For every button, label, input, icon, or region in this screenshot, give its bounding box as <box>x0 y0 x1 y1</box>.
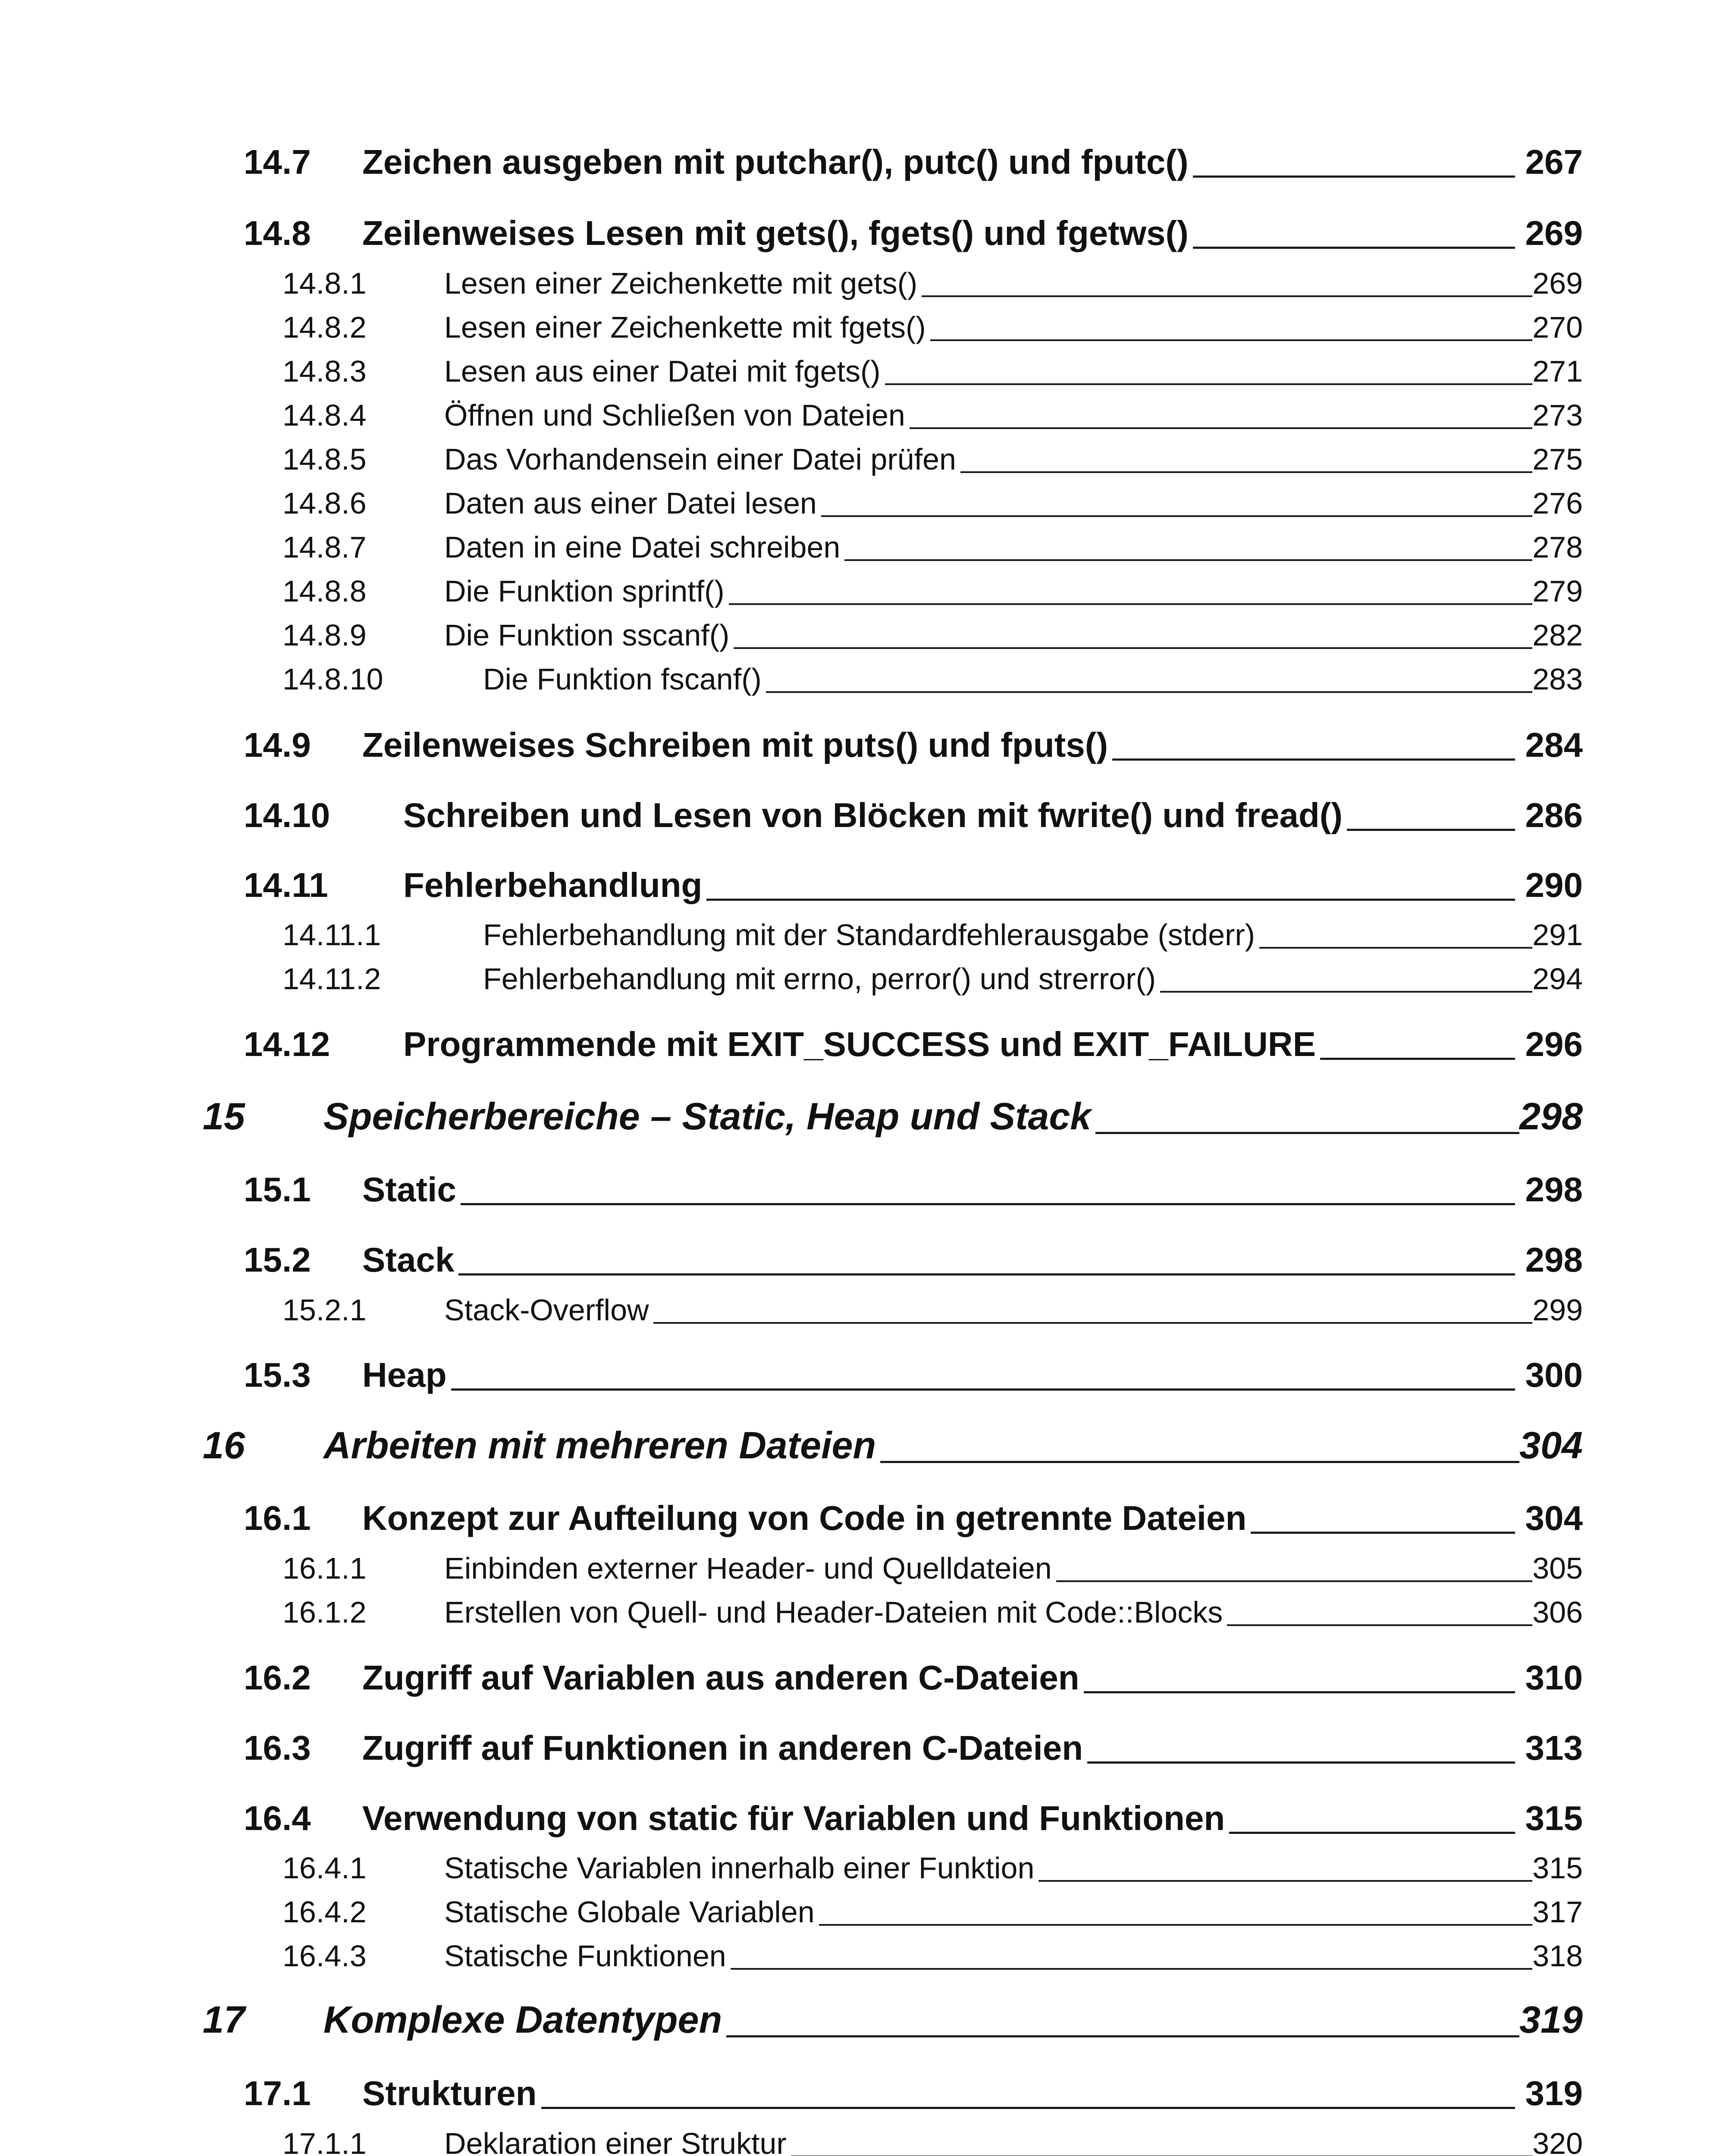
toc-entry-title: Programmende mit EXIT_SUCCESS und EXIT_FAILURE <box>403 1025 1316 1063</box>
toc-entry-title: Die Funktion fscanf() <box>483 662 762 696</box>
toc-entry-section[interactable] <box>244 796 1583 835</box>
toc-leader-line <box>451 1388 1515 1391</box>
toc-entry-number: 16.4.3 <box>282 1939 367 1973</box>
toc-entry-number: 15.3 <box>244 1356 311 1394</box>
toc-leader-line <box>1087 1761 1515 1764</box>
toc-entry-title: Die Funktion sprintf() <box>444 574 725 608</box>
toc-entry-subsection[interactable] <box>282 1939 1583 1973</box>
toc-entry-chapter[interactable] <box>203 1998 1583 2042</box>
toc-leader-line <box>729 603 1533 605</box>
toc-entry-page: 276 <box>1532 486 1583 520</box>
toc-leader-line <box>1193 247 1515 249</box>
toc-entry-number: 17.1 <box>244 2074 311 2112</box>
toc-leader-line <box>821 515 1532 517</box>
toc-entry-title: Lesen aus einer Datei mit fgets() <box>444 354 881 388</box>
toc-entry-number: 14.8.9 <box>282 618 367 652</box>
toc-entry-page: 313 <box>1525 1729 1583 1767</box>
toc-entry-title: Zeichen ausgeben mit putchar(), putc() und fputc() <box>362 143 1189 181</box>
toc-entry-title: Öffnen und Schließen von Dateien <box>444 398 905 432</box>
toc-entry-chapter[interactable] <box>203 1423 1583 1467</box>
toc-entry-page: 319 <box>1519 1998 1583 2041</box>
toc-leader-line <box>461 1203 1515 1205</box>
toc-entry-page: 320 <box>1532 2127 1583 2156</box>
toc-entry-page: 304 <box>1525 1499 1583 1537</box>
toc-entry-number: 14.8.4 <box>282 398 367 432</box>
toc-entry-number: 15.2 <box>244 1241 311 1279</box>
toc-entry-number: 15 <box>203 1095 245 1138</box>
toc-leader-line <box>922 295 1532 297</box>
toc-leader-line <box>844 559 1532 561</box>
toc-entry-section[interactable] <box>244 1240 1583 1280</box>
toc-entry-subsection[interactable] <box>282 1595 1583 1630</box>
toc-entry-number: 16.2 <box>244 1658 311 1697</box>
toc-entry-section[interactable] <box>244 725 1583 765</box>
toc-leader-line <box>1229 1832 1515 1834</box>
toc-entry-number: 14.11.2 <box>282 962 381 996</box>
toc-entry-title: Statische Funktionen <box>444 1939 726 1973</box>
toc-entry-section[interactable] <box>244 1170 1583 1210</box>
toc-entry-title: Verwendung von static für Variablen und Funktionen <box>362 1799 1225 1837</box>
toc-entry-title: Lesen einer Zeichenkette mit gets() <box>444 266 918 300</box>
toc-entry-page: 275 <box>1532 442 1583 476</box>
toc-entry-subsection[interactable] <box>282 442 1583 476</box>
toc-entry-section[interactable] <box>244 142 1583 182</box>
toc-entry-subsection[interactable] <box>282 486 1583 520</box>
toc-entry-title: Stack-Overflow <box>444 1293 649 1327</box>
toc-entry-title: Stack <box>362 1241 455 1279</box>
toc-leader-line <box>541 2107 1515 2109</box>
toc-entry-number: 14.8.5 <box>282 442 367 476</box>
toc-entry-page: 267 <box>1525 143 1583 181</box>
toc-entry-title: Daten in eine Datei schreiben <box>444 530 841 564</box>
toc-entry-number: 14.8.2 <box>282 310 367 344</box>
toc-entry-number: 16.3 <box>244 1729 311 1767</box>
toc-entry-page: 282 <box>1532 618 1583 652</box>
toc-entry-title: Einbinden externer Header- und Quelldateien <box>444 1551 1052 1585</box>
toc-entry-title: Fehlerbehandlung mit der Standardfehlerausgabe (stderr) <box>483 918 1255 952</box>
toc-entry-page: 286 <box>1525 796 1583 834</box>
toc-entry-page: 270 <box>1532 310 1583 344</box>
toc-entry-subsection[interactable] <box>282 574 1583 608</box>
toc-entry-title: Erstellen von Quell- und Header-Dateien mit Code::Blocks <box>444 1595 1223 1629</box>
toc-entry-page: 298 <box>1525 1241 1583 1279</box>
toc-entry-page: 315 <box>1532 1851 1583 1885</box>
toc-entry-page: 315 <box>1525 1799 1583 1837</box>
toc-leader-line <box>1084 1691 1515 1693</box>
toc-entry-section[interactable] <box>244 1355 1583 1395</box>
toc-entry-subsection[interactable] <box>282 266 1583 301</box>
toc-entry-page: 318 <box>1532 1939 1583 1973</box>
toc-entry-subsection[interactable] <box>282 310 1583 345</box>
toc-leader-line <box>1227 1624 1532 1626</box>
toc-leader-line <box>1160 991 1532 993</box>
toc-leader-line <box>880 1461 1519 1463</box>
toc-entry-section[interactable] <box>244 865 1583 905</box>
toc-entry-title: Konzept zur Aufteilung von Code in getrennte Dateien <box>362 1499 1247 1537</box>
toc-entry-title: Zeilenweises Schreiben mit puts() und fputs() <box>362 726 1108 764</box>
toc-entry-section[interactable] <box>244 213 1583 253</box>
toc-entry-title: Schreiben und Lesen von Blöcken mit fwrite() und fread() <box>403 796 1343 834</box>
toc-entry-title: Komplexe Datentypen <box>323 1998 722 2041</box>
toc-entry-number: 16.1.2 <box>282 1595 367 1629</box>
toc-entry-number: 17.1.1 <box>282 2127 367 2156</box>
toc-entry-page: 310 <box>1525 1658 1583 1697</box>
toc-entry-subsection[interactable] <box>282 398 1583 432</box>
toc-leader-line <box>1347 829 1515 831</box>
toc-entry-section[interactable] <box>244 1025 1583 1064</box>
toc-entry-title: Das Vorhandensein einer Datei prüfen <box>444 442 956 476</box>
toc-leader-line <box>930 339 1533 341</box>
toc-entry-number: 16.4 <box>244 1799 311 1837</box>
toc-entry-title: Fehlerbehandlung <box>403 866 703 904</box>
toc-leader-line <box>910 427 1532 429</box>
toc-entry-title: Speicherbereiche – Static, Heap und Stack <box>323 1095 1092 1138</box>
toc-entry-page: 271 <box>1532 354 1583 388</box>
toc-entry-number: 14.9 <box>244 726 311 764</box>
toc-entry-subsection[interactable] <box>282 962 1583 996</box>
toc-entry-number: 16 <box>203 1424 245 1467</box>
toc-leader-line <box>885 383 1533 385</box>
toc-leader-line <box>766 691 1532 693</box>
toc-entry-page: 278 <box>1532 530 1583 564</box>
toc-entry-title: Die Funktion sscanf() <box>444 618 730 652</box>
toc-entry-title: Arbeiten mit mehreren Dateien <box>323 1424 876 1467</box>
toc-entry-number: 14.10 <box>244 796 330 834</box>
toc-entry-title: Daten aus einer Datei lesen <box>444 486 817 520</box>
toc-leader-line <box>819 1924 1533 1926</box>
toc-leader-line <box>1251 1532 1515 1534</box>
toc-entry-section[interactable] <box>244 1728 1583 1768</box>
toc-leader-line <box>1039 1880 1532 1882</box>
toc-entry-page: 290 <box>1525 866 1583 904</box>
toc-entry-page: 269 <box>1525 214 1583 252</box>
toc-entry-title: Zugriff auf Variablen aus anderen C-Dateien <box>362 1658 1079 1697</box>
toc-leader-line <box>1259 947 1532 949</box>
toc-entry-page: 296 <box>1525 1025 1583 1063</box>
toc-entry-page: 273 <box>1532 398 1583 432</box>
toc-entry-subsection[interactable] <box>282 2126 1583 2156</box>
toc-entry-number: 14.8.1 <box>282 266 367 300</box>
toc-entry-number: 14.7 <box>244 143 311 181</box>
toc-entry-subsection[interactable] <box>282 1851 1583 1885</box>
toc-entry-title: Lesen einer Zeichenkette mit fgets() <box>444 310 926 344</box>
toc-entry-number: 14.12 <box>244 1025 330 1063</box>
toc-entry-number: 16.4.1 <box>282 1851 367 1885</box>
toc-entry-page: 291 <box>1532 918 1583 952</box>
toc-entry-section[interactable] <box>244 1799 1583 1838</box>
toc-entry-title: Strukturen <box>362 2074 537 2112</box>
toc-entry-title: Heap <box>362 1356 447 1394</box>
toc-entry-page: 304 <box>1519 1424 1583 1467</box>
toc-entry-subsection[interactable] <box>282 1551 1583 1586</box>
toc-entry-subsection[interactable] <box>282 662 1583 696</box>
toc-entry-page: 299 <box>1532 1293 1583 1327</box>
toc-entry-title: Static <box>362 1170 456 1209</box>
toc-entry-title: Deklaration einer Struktur <box>444 2127 787 2156</box>
toc-entry-title: Statische Globale Variablen <box>444 1895 815 1929</box>
toc-entry-title: Zugriff auf Funktionen in anderen C-Dateien <box>362 1729 1083 1767</box>
toc-entry-number: 14.8.10 <box>282 662 383 696</box>
toc-entry-section[interactable] <box>244 2074 1583 2113</box>
toc-entry-number: 16.4.2 <box>282 1895 367 1929</box>
toc-entry-number: 17 <box>203 1998 245 2041</box>
toc-leader-line <box>726 2035 1519 2037</box>
toc-entry-subsection[interactable] <box>282 354 1583 389</box>
toc-entry-page: 317 <box>1532 1895 1583 1929</box>
toc-entry-chapter[interactable] <box>203 1094 1583 1138</box>
toc-leader-line <box>1095 1132 1519 1134</box>
toc-leader-line <box>706 899 1515 901</box>
toc-leader-line <box>1320 1058 1515 1060</box>
toc-leader-line <box>960 471 1532 473</box>
toc-entry-subsection[interactable] <box>282 530 1583 564</box>
toc-entry-number: 14.8.3 <box>282 354 367 388</box>
toc-entry-page: 300 <box>1525 1356 1583 1394</box>
toc-leader-line <box>1193 175 1515 178</box>
toc-entry-subsection[interactable] <box>282 918 1583 952</box>
toc-leader-line <box>1056 1580 1532 1582</box>
toc-entry-page: 298 <box>1519 1095 1583 1138</box>
toc-leader-line <box>653 1322 1533 1324</box>
toc-entry-title: Statische Variablen innerhalb einer Funktion <box>444 1851 1035 1885</box>
toc-entry-section[interactable] <box>244 1498 1583 1538</box>
toc-entry-title: Fehlerbehandlung mit errno, perror() und strerror() <box>483 962 1156 996</box>
toc-entry-page: 279 <box>1532 574 1583 608</box>
toc-entry-page: 283 <box>1532 662 1583 696</box>
toc-entry-page: 284 <box>1525 726 1583 764</box>
toc-entry-page: 319 <box>1525 2074 1583 2112</box>
toc-entry-number: 14.8.7 <box>282 530 367 564</box>
toc-entry-page: 306 <box>1532 1595 1583 1629</box>
toc-entry-page: 294 <box>1532 962 1583 996</box>
toc-leader-line <box>1112 758 1515 761</box>
toc-entry-number: 14.8.6 <box>282 486 367 520</box>
toc-entry-number: 14.11.1 <box>282 918 381 952</box>
toc-entry-number: 15.2.1 <box>282 1293 367 1327</box>
toc-leader-line <box>731 1968 1532 1970</box>
toc-entry-number: 14.11 <box>244 866 328 904</box>
toc-entry-subsection[interactable] <box>282 1293 1583 1327</box>
toc-entry-page: 305 <box>1532 1551 1583 1585</box>
toc-entry-number: 14.8 <box>244 214 311 252</box>
toc-entry-subsection[interactable] <box>282 1895 1583 1929</box>
toc-entry-number: 14.8.8 <box>282 574 367 608</box>
toc-leader-line <box>734 647 1532 649</box>
toc-entry-number: 16.1 <box>244 1499 311 1537</box>
toc-entry-section[interactable] <box>244 1658 1583 1698</box>
toc-entry-page: 298 <box>1525 1170 1583 1209</box>
toc-entry-title: Zeilenweises Lesen mit gets(), fgets() und fgetws() <box>362 214 1189 252</box>
toc-entry-page: 269 <box>1532 266 1583 300</box>
toc-entry-number: 15.1 <box>244 1170 311 1209</box>
toc-leader-line <box>458 1273 1515 1275</box>
toc-entry-subsection[interactable] <box>282 618 1583 652</box>
toc-entry-number: 16.1.1 <box>282 1551 367 1585</box>
